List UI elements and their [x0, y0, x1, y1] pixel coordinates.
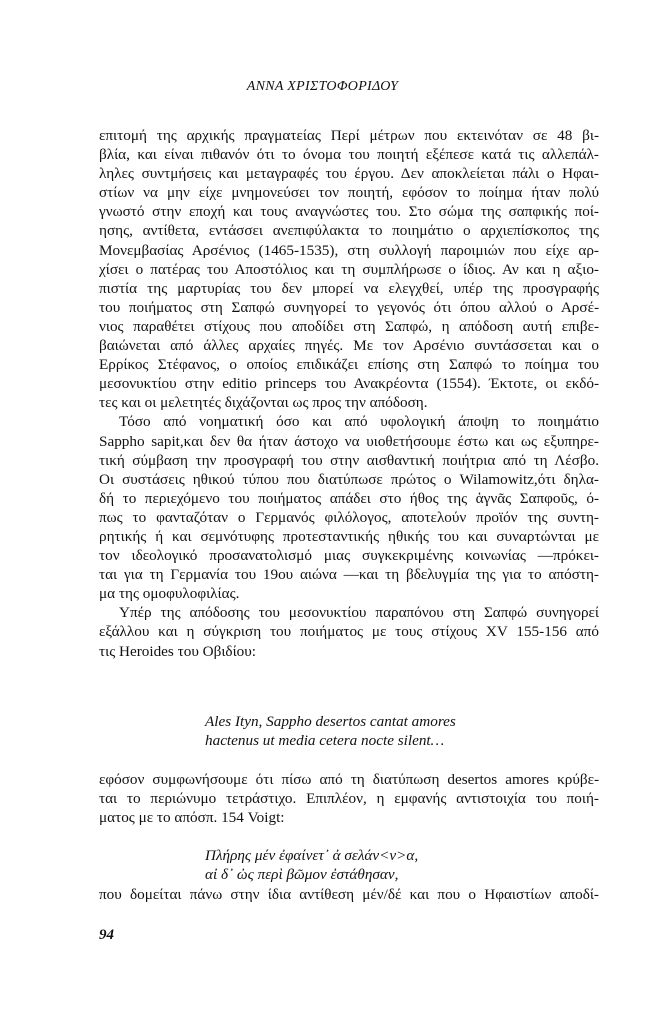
text-line: πιστία της μαρτυρίας του δεν μπορεί να ελεγχθεί, υπέρ της προσγραφής [99, 279, 599, 297]
text-line: Ερρίκος Στέφανος, ο οποίος επιδικάζει επίσης στη Σαπφώ το ποίημα του [99, 356, 599, 374]
text-line: επιτομή της αρχικής πραγματείας Περί μέτρων που εκτεινόταν σε 48 βι- [99, 127, 599, 144]
text-line: Τόσο από νοηματική όσο και από υφολογική άποψη το ποιημάτιο [119, 413, 599, 431]
paragraph-3 [99, 603, 599, 660]
text-line: δή το περιεχόμενο του ποιήματος απάδει στο ήθος της ἁγνᾶς Σαπφοῦς, ό- [99, 489, 599, 507]
page-number: 94 [99, 927, 114, 943]
quote-line: Πλήρης μέν ἐφαίνετ᾽ ἀ σελάν<ν>α, [205, 847, 419, 864]
text-line: τική σύμβαση την προσγραφή του στην αισθαντική ποιήτρια από τη Λέσβο. [99, 451, 599, 469]
paragraph-1 [99, 126, 599, 412]
text-line: ρητικής ή και σεμνότυφης προτεσταντικής ηθικής του και συναρτώνται με [99, 527, 599, 545]
text-line: χίσει ο πατέρας του Αποστόλιος και τη συμπλήρωσε ο ίδιος. Αν και η αξιο- [99, 260, 599, 278]
text-line: μεσονυκτίου στην editio princeps του Ανακρέοντα (1554). Έκτοτε, οι εκδό- [99, 375, 599, 393]
greek-quotation [205, 846, 585, 884]
text-line: βλία, και είναι πιθανόν ότι το όνομα του ποιητή εξέπεσε κατά τις αλλεπάλ- [99, 146, 599, 164]
text-line: ται για τη Γερμανία του 19ου αιώνα —και τη βδελυγμία της για το απόστη- [99, 566, 599, 584]
main-text [99, 126, 599, 661]
quote-line: Ales Ityn, Sappho desertos cantat amores [205, 713, 456, 730]
text-line: που δομείται πάνω στην ίδια αντίθεση μέν/δέ και που ο Ηφαιστίων αποδί- [99, 886, 599, 903]
text-line: Μονεμβασίας Αρσένιος (1465-1535), στη συλλογή παροιμιών που είχε αρ- [99, 241, 599, 259]
text-line: πως το φανταζόταν ο Γερμανός φιλόλογος, αποτελούν προϊόν της συντη- [99, 508, 599, 526]
text-line: βαιώνεται από άλλες αρχαίες πηγές. Με τον Αρσένιο συντάσσεται και ο [99, 337, 599, 355]
text-line: τις Heroides του Οβιδίου: [99, 642, 256, 660]
text-line: Υπέρ της απόδοσης του μεσονυκτίου παραπόνου στη Σαπφώ συνηγορεί [119, 604, 599, 622]
text-line: ληλες συντμήσεις και μεταγραφές του έργου. Δεν αποκλείεται πάλι ο Ηφαι- [99, 165, 599, 183]
quote-line: hactenus ut media cetera nocte silent… [205, 732, 445, 750]
text-line: τον ιδεολογικό προσανατολισμό μιας συγκεκριμένης κοινωνίας —πρόκει- [99, 547, 599, 565]
text-line: του ποιήματος στη Σαπφώ συνηγορεί το γεγονός ότι όπου αλλού ο Αρσέ- [99, 298, 599, 316]
text-line: Οι συστάσεις ηθικού τύπου που διατύπωσε πρώτος ο Wilamowitz,ότι δηλα- [99, 470, 599, 488]
text-line: ησης, αντίθετα, εντάσσει ανεπιφύλακτα το ποιημάτιο ο αρχιεπίσκοπος της [99, 222, 599, 240]
text-line: στίων να μην είχε μνημονεύσει τον ποιητή, εφόσον το ποίημα ήταν πολύ [99, 184, 599, 202]
text-line: μα της ομοφυλοφιλίας. [99, 585, 240, 603]
text-line: ται το περιώνυμο τετράστιχο. Επιπλέον, η εμφανής αντιστοιχία του ποιή- [99, 790, 599, 808]
running-head: ΑΝΝΑ ΧΡΙΣΤΟΦΟΡΙΔΟΥ [246, 79, 399, 94]
quote-line: αἰ δ᾽ ὠς περὶ βῶμον ἐστάθησαν, [205, 866, 399, 884]
text-line: νιος παραθέτει στίχους που αποδίδει στη Σαπφώ, η απόδοση αυτή επιβε- [99, 317, 599, 335]
text-line: Sappho sapit,και δεν θα ήταν άστοχο να υιοθετήσουμε έστω και ως εξυπηρε- [99, 432, 599, 450]
text-line: τες και οι μελετητές διχάζονται ως προς την απόδοση. [99, 394, 428, 412]
paragraph-4 [99, 770, 599, 827]
text-line: εφόσον συμφωνήσουμε ότι πίσω από τη διατύπωση desertos amores κρύβε- [99, 771, 599, 788]
text-line: γνωστό στην εποχή και τους αναγνώστες του. Στο σώμα της σαπφικής ποί- [99, 203, 599, 221]
paragraph-2 [99, 412, 599, 603]
text-line: ματος με το απόσπ. 154 Voigt: [99, 809, 285, 827]
text-line: εξάλλου και η σύγκριση του ποιήματος με τους στίχους XV 155-156 από [99, 623, 599, 641]
latin-quotation [205, 712, 585, 750]
paragraph-5 [99, 885, 599, 904]
